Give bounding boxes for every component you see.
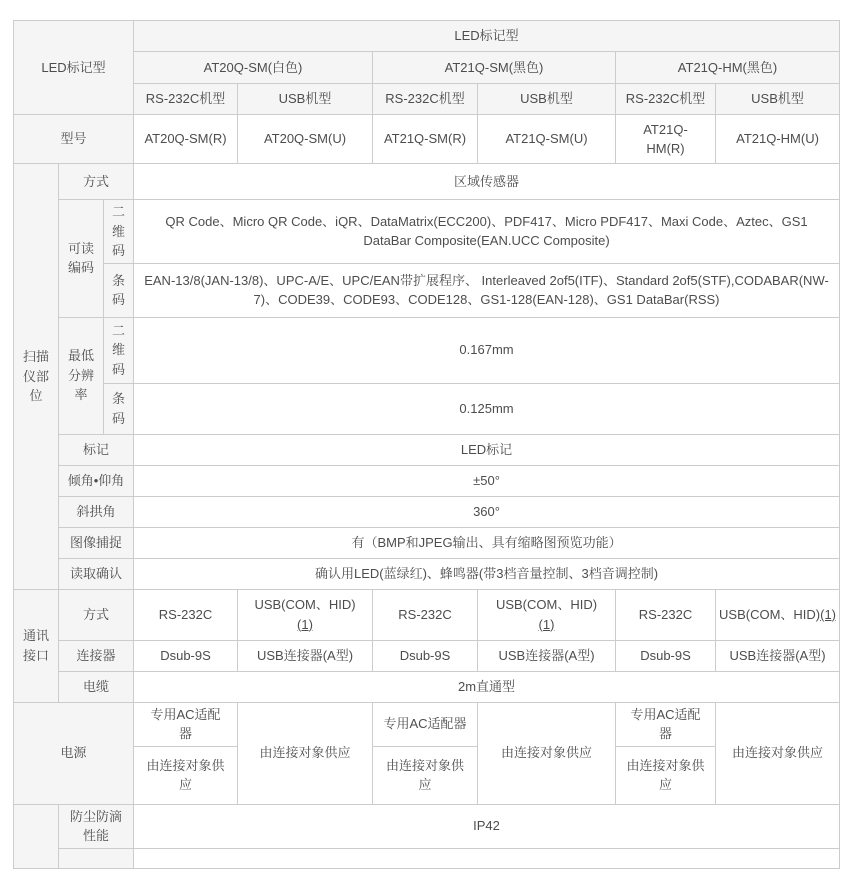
comm-usb-value: USB(COM、HID) <box>254 597 356 612</box>
comm-method-cell: RS-232C <box>373 589 478 640</box>
section-label-communication: 通讯接口 <box>14 589 59 702</box>
model-number-cell: AT21Q-HM(U) <box>716 115 840 164</box>
cutoff-value-cell <box>134 848 840 868</box>
power-from-host-cell: 由连接对象供应 <box>478 702 616 804</box>
model-number-cell: AT21Q-SM(R) <box>373 115 478 164</box>
power-ac-adapter-cell: 专用AC适配器 <box>134 702 238 746</box>
tilt-pitch-value: ±50° <box>134 465 840 496</box>
interface-type-header: USB机型 <box>238 84 373 115</box>
readable-2d-codes-value: QR Code、Micro QR Code、iQR、DataMatrix(ECC200)、PDF417、Micro PDF417、Maxi Code、Aztec、GS1 DataBar Composite(EAN.UCC Composite) <box>134 200 840 264</box>
interface-type-header: RS-232C机型 <box>134 84 238 115</box>
power-from-host-cell: 由连接对象供应 <box>616 746 716 804</box>
comm-method-cell <box>238 589 373 640</box>
series-title: LED标记型 <box>134 21 840 52</box>
row-label-read-confirm: 读取确认 <box>59 558 134 589</box>
power-from-host-cell: 由连接对象供应 <box>238 702 373 804</box>
cable-value: 2m直通型 <box>134 671 840 702</box>
read-confirm-value: 确认用LED(蓝绿红)、蜂鸣器(带3档音量控制、3档音调控制) <box>134 558 840 589</box>
skew-value: 360° <box>134 496 840 527</box>
row-label-readable-codes: 可读编码 <box>59 200 104 318</box>
row-label-tilt-pitch: 倾角•仰角 <box>59 465 134 496</box>
min-resolution-2d-value: 0.167mm <box>134 317 840 383</box>
marking-value: LED标记 <box>134 434 840 465</box>
connector-cell: Dsub-9S <box>373 640 478 671</box>
sub-label-barcode: 条码 <box>104 263 134 317</box>
comm-usb-value: USB(COM、HID) <box>495 597 598 612</box>
comm-method-cell: RS-232C <box>616 589 716 640</box>
row-label-cutoff <box>59 848 134 868</box>
interface-type-header: USB机型 <box>478 84 616 115</box>
connector-cell: Dsub-9S <box>616 640 716 671</box>
connector-cell: USB连接器(A型) <box>716 640 840 671</box>
model-number-cell: AT21Q-SM(U) <box>478 115 616 164</box>
power-from-host-cell: 由连接对象供应 <box>134 746 238 804</box>
interface-type-header: USB机型 <box>716 84 840 115</box>
model-row-label: 型号 <box>14 115 134 164</box>
connector-cell: USB连接器(A型) <box>478 640 616 671</box>
row-label-image-capture: 图像捕捉 <box>59 527 134 558</box>
comm-method-cell <box>478 589 616 640</box>
model-number-cell <box>616 115 716 164</box>
interface-type-header: RS-232C机型 <box>373 84 478 115</box>
model-number-cell: AT20Q-SM(R) <box>134 115 238 164</box>
method-value: 区域传感器 <box>134 164 840 200</box>
model-group-at21q-hm: AT21Q-HM(黑色) <box>616 52 840 84</box>
row-label-skew: 斜拱角 <box>59 496 134 527</box>
sub-label-2d-code: 二维码 <box>104 317 134 383</box>
power-ac-adapter-cell: 专用AC适配器 <box>616 702 716 746</box>
section-label-environment-stub <box>14 804 59 868</box>
interface-type-header: RS-232C机型 <box>616 84 716 115</box>
section-label-power: 电源 <box>14 702 134 804</box>
comm-usb-value: USB(COM、HID) <box>719 606 821 622</box>
power-from-host-cell: 由连接对象供应 <box>373 746 478 804</box>
min-resolution-barcode-value: 0.125mm <box>134 383 840 434</box>
connector-cell: USB连接器(A型) <box>238 640 373 671</box>
row-label-dust-drip-proof: 防尘防滴性能 <box>59 804 134 848</box>
image-capture-value: 有（BMP和JPEG输出、具有缩略图预览功能） <box>134 527 840 558</box>
model-group-at20q-sm: AT20Q-SM(白色) <box>134 52 373 84</box>
row-label-marking: 标记 <box>59 434 134 465</box>
sub-label-2d-code: 二维码 <box>104 200 134 264</box>
model-number-wrapped: AT21Q-HM(R) <box>643 121 688 156</box>
product-spec-table <box>13 20 840 869</box>
dust-drip-proof-value: IP42 <box>134 804 840 848</box>
section-label-scanner: 扫描仪部位 <box>14 164 59 590</box>
usb-footnote-link[interactable]: (1) <box>820 606 837 622</box>
power-from-host-cell: 由连接对象供应 <box>716 702 840 804</box>
model-number-cell: AT20Q-SM(U) <box>238 115 373 164</box>
row-label-min-resolution: 最低分辨率 <box>59 317 104 434</box>
row-label-comm-method: 方式 <box>59 589 134 640</box>
row-label-cable: 电缆 <box>59 671 134 702</box>
usb-footnote-link[interactable]: (1) <box>297 616 313 632</box>
model-group-at21q-sm: AT21Q-SM(黑色) <box>373 52 616 84</box>
usb-footnote-link[interactable]: (1) <box>538 616 555 632</box>
row-label-method: 方式 <box>59 164 134 200</box>
comm-method-cell <box>716 589 840 640</box>
readable-barcodes-value: EAN-13/8(JAN-13/8)、UPC-A/E、UPC/EAN带扩展程序、 Interleaved 2of5(ITF)、Standard 2of5(STF),CODABAR(NW-7)、CODE39、CODE93、CODE128、GS1-128(EAN-128)、GS1 DataBar(RSS) <box>134 263 840 317</box>
power-ac-adapter-cell: 专用AC适配器 <box>373 702 478 746</box>
comm-method-cell: RS-232C <box>134 589 238 640</box>
sub-label-barcode: 条码 <box>104 383 134 434</box>
corner-group-label: LED标记型 <box>14 21 134 115</box>
connector-cell: Dsub-9S <box>134 640 238 671</box>
row-label-connector: 连接器 <box>59 640 134 671</box>
